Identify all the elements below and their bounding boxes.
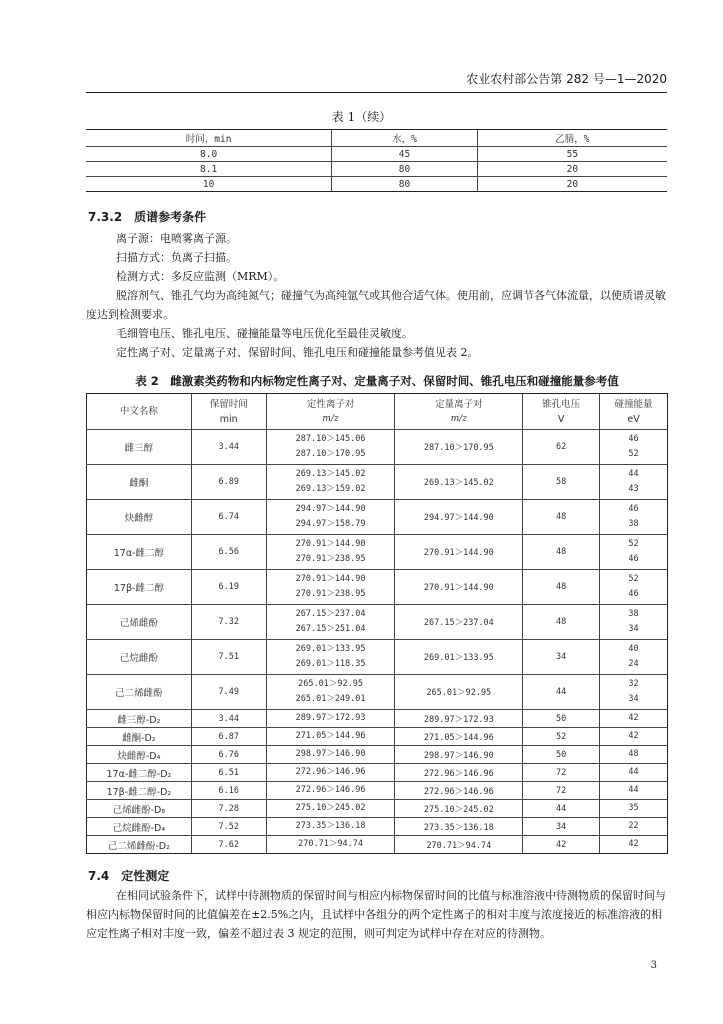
table2 bbox=[86, 393, 668, 854]
cone-voltage: 50 bbox=[523, 746, 600, 764]
ion-pair: 267.15＞251.04 bbox=[295, 624, 366, 634]
table-row bbox=[87, 430, 668, 465]
paragraph: 离子源：电喷雾离子源。 bbox=[116, 232, 237, 245]
cone-voltage: 62 bbox=[523, 430, 600, 465]
header-rule bbox=[86, 92, 667, 93]
compound-name: 雌酮-D₂ bbox=[87, 728, 192, 746]
energy-value: 22 bbox=[628, 821, 639, 831]
table-row bbox=[87, 782, 668, 800]
ion-pair: 294.97＞158.79 bbox=[295, 519, 366, 529]
table-row bbox=[87, 500, 668, 535]
compound-name: 己烷雌酚 bbox=[87, 640, 192, 675]
qualitative-ion-pairs bbox=[266, 710, 395, 728]
cone-voltage: 44 bbox=[523, 675, 600, 710]
table-cell: 20 bbox=[477, 162, 667, 177]
compound-name: 17β-雌二醇-D₂ bbox=[87, 782, 192, 800]
ion-pair: 270.91＞238.95 bbox=[295, 589, 366, 599]
section-74-body bbox=[86, 886, 668, 943]
retention-time: 6.19 bbox=[191, 570, 266, 605]
ion-pair: 272.96＞146.96 bbox=[295, 785, 366, 795]
table-row bbox=[87, 710, 668, 728]
energy-value: 52 bbox=[628, 574, 639, 584]
energy-value: 42 bbox=[628, 731, 639, 741]
ion-pair: 265.01＞92.95 bbox=[298, 679, 363, 689]
table1-header-cell: 时间，min bbox=[86, 130, 332, 147]
table-cell: 45 bbox=[332, 147, 478, 162]
qualitative-ion-pairs bbox=[266, 605, 395, 640]
retention-time: 7.62 bbox=[191, 836, 266, 854]
qualitative-ion-pairs bbox=[266, 818, 395, 836]
ion-pair: 272.96＞146.96 bbox=[295, 767, 366, 777]
table-row bbox=[87, 535, 668, 570]
qualitative-ion-pairs bbox=[266, 535, 395, 570]
cone-voltage: 34 bbox=[523, 818, 600, 836]
table-cell: 10 bbox=[86, 177, 332, 192]
header-unit: eV bbox=[627, 413, 640, 425]
ion-pair: 270.91＞144.90 bbox=[295, 574, 366, 584]
table-cell: 8.1 bbox=[86, 162, 332, 177]
retention-time: 6.16 bbox=[191, 782, 266, 800]
cone-voltage: 48 bbox=[523, 535, 600, 570]
table1-caption: 表 1（续） bbox=[331, 110, 392, 124]
collision-energy bbox=[600, 430, 668, 465]
table2-header-cell bbox=[191, 394, 266, 430]
cone-voltage: 48 bbox=[523, 570, 600, 605]
table-row bbox=[87, 800, 668, 818]
cone-voltage: 48 bbox=[523, 605, 600, 640]
ion-pair: 269.13＞145.02 bbox=[295, 469, 366, 479]
energy-value: 44 bbox=[628, 785, 639, 795]
table-row bbox=[87, 605, 668, 640]
page-number: 3 bbox=[650, 960, 657, 971]
qualitative-ion-pairs bbox=[266, 764, 395, 782]
cone-voltage: 34 bbox=[523, 640, 600, 675]
header-label: 定性离子对 bbox=[306, 398, 355, 410]
quantitative-ion-pair: 265.01＞92.95 bbox=[395, 675, 523, 710]
ion-pair: 287.10＞170.95 bbox=[295, 449, 366, 459]
collision-energy bbox=[600, 800, 668, 818]
energy-value: 42 bbox=[628, 713, 639, 723]
compound-name: 17α-雌二醇-D₂ bbox=[87, 764, 192, 782]
quantitative-ion-pair: 275.10＞245.02 bbox=[395, 800, 523, 818]
ion-pair: 275.10＞245.02 bbox=[295, 803, 366, 813]
section-74-title: 7.4 定性测定 bbox=[88, 869, 170, 883]
paragraph: 在相同试验条件下，试样中待测物质的保留时间与相应内标物保留时间的比值与标准溶液中待测物质的保留时间与相应内标物保留时间的比值偏差在±2.5%之内，且试样中各组分的两个定性离子的相对丰度与浓度接近的标准溶液的相应定性离子相对丰度一致，偏差不超过表 3 规定的范围，则可判定为试样中存在对应的待测物。 bbox=[86, 889, 666, 940]
energy-value: 46 bbox=[628, 589, 639, 599]
qualitative-ion-pairs bbox=[266, 465, 395, 500]
table2-header-cell bbox=[266, 394, 395, 430]
retention-time: 6.87 bbox=[191, 728, 266, 746]
collision-energy bbox=[600, 605, 668, 640]
energy-value: 24 bbox=[628, 659, 639, 669]
collision-energy bbox=[600, 675, 668, 710]
energy-value: 42 bbox=[628, 839, 639, 849]
table1-header-cell: 乙腈，% bbox=[477, 130, 667, 147]
section-732-body bbox=[86, 229, 668, 362]
quantitative-ion-pair: 287.10＞170.95 bbox=[395, 430, 523, 465]
ion-pair: 269.01＞133.95 bbox=[295, 644, 366, 654]
energy-value: 46 bbox=[628, 434, 639, 444]
header-label: 定量离子对 bbox=[435, 398, 483, 410]
collision-energy bbox=[600, 818, 668, 836]
compound-name: 己二烯雌酚-D₂ bbox=[87, 836, 192, 854]
header-label: 中文名称 bbox=[119, 406, 158, 417]
ion-pair: 270.91＞238.95 bbox=[295, 554, 366, 564]
table1-header-row bbox=[86, 130, 667, 147]
quantitative-ion-pair: 270.91＞144.90 bbox=[395, 570, 523, 605]
ion-pair: 265.01＞249.01 bbox=[295, 694, 366, 704]
table2-header-cell bbox=[523, 394, 600, 430]
header-unit: m/z bbox=[322, 413, 339, 424]
quantitative-ion-pair: 273.35＞136.18 bbox=[395, 818, 523, 836]
qualitative-ion-pairs bbox=[266, 746, 395, 764]
cone-voltage: 58 bbox=[523, 465, 600, 500]
retention-time: 7.49 bbox=[191, 675, 266, 710]
compound-name: 雌三醇 bbox=[87, 430, 192, 465]
paragraph: 定性离子对、定量离子对、保留时间、锥孔电压和碰撞能量参考值见表 2。 bbox=[116, 346, 479, 359]
table-cell: 55 bbox=[477, 147, 667, 162]
collision-energy bbox=[600, 746, 668, 764]
compound-name: 炔雌醇-D₄ bbox=[87, 746, 192, 764]
ion-pair: 271.05＞144.96 bbox=[295, 731, 366, 741]
table-row bbox=[87, 764, 668, 782]
quantitative-ion-pair: 267.15＞237.04 bbox=[395, 605, 523, 640]
document-number: 农业农村部公告第 282 号—1—2020 bbox=[466, 72, 667, 86]
retention-time: 7.51 bbox=[191, 640, 266, 675]
collision-energy bbox=[600, 764, 668, 782]
cone-voltage: 42 bbox=[523, 836, 600, 854]
ion-pair: 269.13＞159.02 bbox=[295, 484, 366, 494]
table1-header-cell: 水，% bbox=[332, 130, 478, 147]
energy-value: 40 bbox=[628, 644, 639, 654]
collision-energy bbox=[600, 640, 668, 675]
qualitative-ion-pairs bbox=[266, 570, 395, 605]
table-row bbox=[86, 162, 667, 177]
paragraph: 脱溶剂气、锥孔气均为高纯氮气；碰撞气为高纯氩气或其他合适气体。使用前，应调节各气体流量，以使质谱灵敏度达到检测要求。 bbox=[86, 289, 666, 321]
compound-name: 17α-雌二醇 bbox=[87, 535, 192, 570]
quantitative-ion-pair: 272.96＞146.96 bbox=[395, 782, 523, 800]
collision-energy bbox=[600, 465, 668, 500]
ion-pair: 273.35＞136.18 bbox=[295, 821, 366, 831]
ion-pair: 269.01＞118.35 bbox=[295, 659, 366, 669]
retention-time: 7.32 bbox=[191, 605, 266, 640]
ion-pair: 287.10＞145.06 bbox=[295, 434, 366, 444]
qualitative-ion-pairs bbox=[266, 782, 395, 800]
table-cell: 8.0 bbox=[86, 147, 332, 162]
ion-pair: 298.97＞146.90 bbox=[295, 749, 366, 759]
compound-name: 己烯雌酚 bbox=[87, 605, 192, 640]
table-row bbox=[86, 177, 667, 192]
table-row bbox=[87, 675, 668, 710]
table-cell: 20 bbox=[477, 177, 667, 192]
collision-energy bbox=[600, 728, 668, 746]
retention-time: 3.44 bbox=[191, 710, 266, 728]
qualitative-ion-pairs bbox=[266, 728, 395, 746]
header-label: 锥孔电压 bbox=[542, 398, 581, 410]
table2-header-cell bbox=[87, 394, 192, 430]
table-row bbox=[87, 746, 668, 764]
quantitative-ion-pair: 289.97＞172.93 bbox=[395, 710, 523, 728]
table-row bbox=[87, 836, 668, 854]
retention-time: 6.51 bbox=[191, 764, 266, 782]
energy-value: 52 bbox=[628, 449, 639, 459]
table2-header-cell bbox=[600, 394, 668, 430]
compound-name: 己烷雌酚-D₄ bbox=[87, 818, 192, 836]
ion-pair: 270.91＞144.90 bbox=[295, 539, 366, 549]
ion-pair: 270.71＞94.74 bbox=[298, 839, 363, 849]
qualitative-ion-pairs bbox=[266, 500, 395, 535]
collision-energy bbox=[600, 570, 668, 605]
energy-value: 43 bbox=[628, 484, 639, 494]
quantitative-ion-pair: 269.13＞145.02 bbox=[395, 465, 523, 500]
cone-voltage: 52 bbox=[523, 728, 600, 746]
collision-energy bbox=[600, 535, 668, 570]
compound-name: 炔雌醇 bbox=[87, 500, 192, 535]
table-cell: 80 bbox=[332, 177, 478, 192]
energy-value: 35 bbox=[628, 803, 639, 813]
paragraph: 毛细管电压、锥孔电压、碰撞能量等电压优化至最佳灵敏度。 bbox=[116, 327, 413, 340]
energy-value: 34 bbox=[628, 694, 639, 704]
table-cell: 80 bbox=[332, 162, 478, 177]
ion-pair: 294.97＞144.90 bbox=[295, 504, 366, 514]
qualitative-ion-pairs bbox=[266, 800, 395, 818]
energy-value: 38 bbox=[628, 519, 639, 529]
energy-value: 32 bbox=[628, 679, 639, 689]
table-row bbox=[87, 570, 668, 605]
collision-energy bbox=[600, 782, 668, 800]
table2-header-row bbox=[87, 394, 668, 430]
retention-time: 7.52 bbox=[191, 818, 266, 836]
energy-value: 46 bbox=[628, 504, 639, 514]
energy-value: 44 bbox=[628, 767, 639, 777]
table-row bbox=[87, 465, 668, 500]
header-label: 碰撞能量 bbox=[614, 398, 653, 410]
energy-value: 34 bbox=[628, 624, 639, 634]
qualitative-ion-pairs bbox=[266, 430, 395, 465]
energy-value: 52 bbox=[628, 539, 639, 549]
compound-name: 己二烯雌酚 bbox=[87, 675, 192, 710]
cone-voltage: 50 bbox=[523, 710, 600, 728]
energy-value: 38 bbox=[628, 609, 639, 619]
retention-time: 6.89 bbox=[191, 465, 266, 500]
cone-voltage: 44 bbox=[523, 800, 600, 818]
paragraph: 检测方式：多反应监测（MRM）。 bbox=[116, 270, 285, 283]
cone-voltage: 72 bbox=[523, 782, 600, 800]
energy-value: 44 bbox=[628, 469, 639, 479]
compound-name: 雌三醇-D₂ bbox=[87, 710, 192, 728]
retention-time: 6.56 bbox=[191, 535, 266, 570]
quantitative-ion-pair: 270.91＞144.90 bbox=[395, 535, 523, 570]
quantitative-ion-pair: 298.97＞146.90 bbox=[395, 746, 523, 764]
qualitative-ion-pairs bbox=[266, 640, 395, 675]
section-732-title: 7.3.2 质谱参考条件 bbox=[88, 210, 207, 224]
qualitative-ion-pairs bbox=[266, 675, 395, 710]
energy-value: 48 bbox=[628, 749, 639, 759]
table-row bbox=[86, 147, 667, 162]
table-row bbox=[87, 728, 668, 746]
collision-energy bbox=[600, 710, 668, 728]
compound-name: 雌酮 bbox=[87, 465, 192, 500]
quantitative-ion-pair: 271.05＞144.96 bbox=[395, 728, 523, 746]
cone-voltage: 72 bbox=[523, 764, 600, 782]
ion-pair: 289.97＞172.93 bbox=[295, 713, 366, 723]
header-unit: min bbox=[219, 413, 238, 425]
compound-name: 17β-雌二醇 bbox=[87, 570, 192, 605]
retention-time: 6.76 bbox=[191, 746, 266, 764]
collision-energy bbox=[600, 500, 668, 535]
retention-time: 6.74 bbox=[191, 500, 266, 535]
table1 bbox=[86, 129, 667, 192]
quantitative-ion-pair: 294.97＞144.90 bbox=[395, 500, 523, 535]
qualitative-ion-pairs bbox=[266, 836, 395, 854]
quantitative-ion-pair: 270.71＞94.74 bbox=[395, 836, 523, 854]
quantitative-ion-pair: 272.96＞146.96 bbox=[395, 764, 523, 782]
cone-voltage: 48 bbox=[523, 500, 600, 535]
compound-name: 己烯雌酚-D₈ bbox=[87, 800, 192, 818]
quantitative-ion-pair: 269.01＞133.95 bbox=[395, 640, 523, 675]
header-unit: m/z bbox=[450, 413, 467, 424]
table-row bbox=[87, 640, 668, 675]
table2-caption: 表 2 雌激素类药物和内标物定性离子对、定量离子对、保留时间、锥孔电压和碰撞能量参考值 bbox=[135, 374, 619, 388]
table2-header-cell bbox=[395, 394, 523, 430]
retention-time: 7.28 bbox=[191, 800, 266, 818]
ion-pair: 267.15＞237.04 bbox=[295, 609, 366, 619]
paragraph: 扫描方式：负离子扫描。 bbox=[116, 251, 237, 264]
energy-value: 46 bbox=[628, 554, 639, 564]
header-unit: V bbox=[557, 413, 565, 425]
table-row bbox=[87, 818, 668, 836]
retention-time: 3.44 bbox=[191, 430, 266, 465]
header-label: 保留时间 bbox=[209, 398, 248, 410]
collision-energy bbox=[600, 836, 668, 854]
